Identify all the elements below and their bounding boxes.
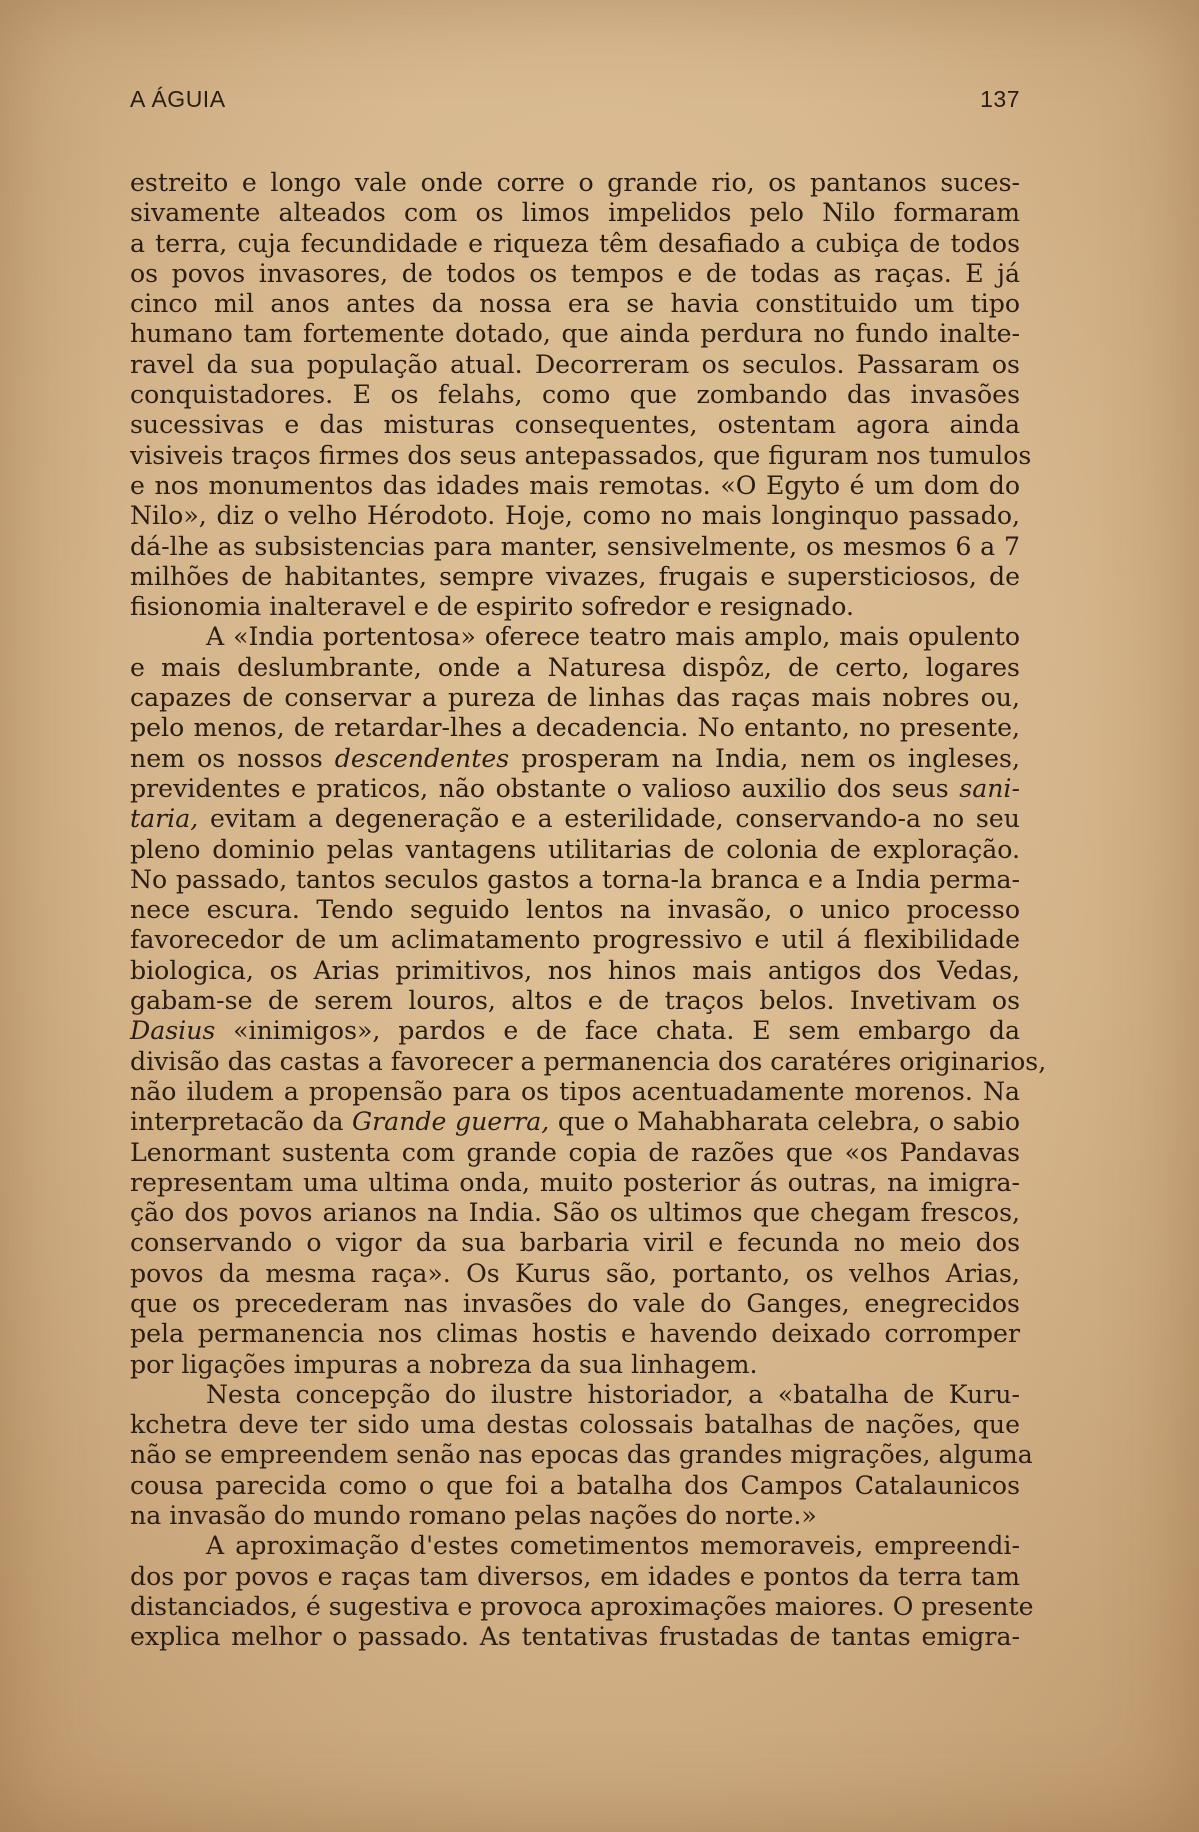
italic-term: sani- <box>959 773 1020 803</box>
text-line: pelo menos, de retardar-lhes a decadencia. No entanto, no presente, <box>130 713 1020 743</box>
text-line: A «India portentosa» oferece teatro mais amplo, mais opulento <box>206 622 1020 652</box>
text-line: cousa parecida como o que foi a batalha dos Campos Catalaunicos <box>130 1470 1020 1500</box>
text-line: os povos invasores, de todos os tempos e de todas as raças. E já <box>130 258 1020 288</box>
italic-term: taria, <box>130 804 199 834</box>
text-line: No passado, tantos seculos gastos a torna-la branca e a India perma- <box>130 864 1020 894</box>
text-line: a terra, cuja fecundidade e riqueza têm desafiado a cubiça de todos <box>130 228 1020 258</box>
text-line: não iludem a propensão para os tipos acentuadamente morenos. Na <box>130 1076 1020 1106</box>
text-line: explica melhor o passado. As tentativas frustadas de tantas emigra- <box>130 1622 1020 1652</box>
text-line: na invasão do mundo romano pelas nações do norte.» <box>130 1501 817 1531</box>
text-line: distanciados, é sugestiva e provoca aproximações maiores. O presente <box>130 1591 1034 1621</box>
text-line: divisão das castas a favorecer a permanencia dos caratéres originarios, <box>130 1046 1047 1076</box>
italic-term: Grande guerra, <box>352 1107 550 1137</box>
text-line: que os precederam nas invasões do vale do Ganges, enegrecidos <box>130 1288 1020 1318</box>
text-line: sivamente alteados com os limos impelidos pelo Nilo formaram <box>130 198 1020 228</box>
page-number: 137 <box>980 86 1020 112</box>
text-line: gabam-se de serem louros, altos e de traços belos. Invetivam os <box>130 986 1020 1016</box>
text-line: Nilo», diz o velho Hérodoto. Hoje, como no mais longinquo passado, <box>130 501 1020 531</box>
text-line: taria, evitam a degeneração e a esterilidade, conservando-a no seu <box>130 804 1020 834</box>
text-line: pleno dominio pelas vantagens utilitarias de colonia de exploração. <box>130 834 1020 864</box>
text-line: e mais deslumbrante, onde a Naturesa dispôz, de certo, logares <box>130 652 1020 682</box>
text-line: biologica, os Arias primitivos, nos hinos mais antigos dos Vedas, <box>130 955 1020 985</box>
body-text <box>130 168 1047 1653</box>
text-line: milhões de habitantes, sempre vivazes, frugais e supersticiosos, de <box>130 561 1020 591</box>
text-line: Dasius «inimigos», pardos e de face chata. E sem embargo da <box>130 1016 1020 1046</box>
text-line: cinco mil anos antes da nossa era se havia constituido um tipo <box>130 289 1020 319</box>
text-line: sucessivas e das misturas consequentes, ostentam agora ainda <box>130 410 1020 440</box>
text-line: povos da mesma raça». Os Kurus são, portanto, os velhos Arias, <box>130 1258 1020 1288</box>
text-line: A aproximação d'estes cometimentos memoraveis, empreendi- <box>206 1531 1020 1561</box>
text-line: conservando o vigor da sua barbaria viril e fecunda no meio dos <box>130 1228 1020 1258</box>
text-line: representam uma ultima onda, muito posterior ás outras, na imigra- <box>130 1167 1020 1197</box>
text-line: conquistadores. E os felahs, como que zombando das invasões <box>130 380 1020 410</box>
text-line: dá-lhe as subsistencias para manter, sensivelmente, os mesmos 6 a 7 <box>130 531 1020 561</box>
running-title: A ÁGUIA <box>130 86 226 112</box>
italic-term: Dasius <box>130 1016 216 1046</box>
italic-term: descendentes <box>334 743 510 773</box>
text-line: interpretacão da Grande guerra, que o Mahabharata celebra, o sabio <box>130 1107 1020 1137</box>
text-line: Nesta concepção do ilustre historiador, a «batalha de Kuru- <box>206 1379 1020 1409</box>
text-line: capazes de conservar a pureza de linhas das raças mais nobres ou, <box>130 683 1020 713</box>
text-line: pela permanencia nos climas hostis e havendo deixado corromper <box>130 1319 1020 1349</box>
running-head <box>130 86 1020 118</box>
text-line: ravel da sua população atual. Decorreram os seculos. Passaram os <box>130 349 1020 379</box>
text-line: estreito e longo vale onde corre o grande rio, os pantanos suces- <box>130 168 1020 197</box>
text-line: fisionomia inalteravel e de espirito sofredor e resignado. <box>130 592 855 622</box>
text-line: favorecedor de um aclimatamento progressivo e util á flexibilidade <box>130 925 1020 955</box>
text-line: nem os nossos descendentes prosperam na India, nem os ingleses, <box>130 743 1020 773</box>
text-line: previdentes e praticos, não obstante o valioso auxilio dos seus sani- <box>130 773 1020 803</box>
text-line: nece escura. Tendo seguido lentos na invasão, o unico processo <box>130 895 1020 925</box>
text-line: Lenormant sustenta com grande copia de razões que «os Pandavas <box>130 1137 1020 1167</box>
text-line: por ligações impuras a nobreza da sua linhagem. <box>130 1349 758 1379</box>
text-line: humano tam fortemente dotado, que ainda perdura no fundo inalte- <box>130 319 1020 349</box>
text-line: kchetra deve ter sido uma destas colossais batalhas de nações, que <box>130 1410 1020 1440</box>
text-line: e nos monumentos das idades mais remotas. «O Egyto é um dom do <box>130 470 1020 500</box>
text-line: não se empreendem senão nas epocas das grandes migrações, alguma <box>130 1440 1033 1470</box>
text-line: dos por povos e raças tam diversos, em idades e pontos da terra tam <box>130 1561 1020 1591</box>
text-line: ção dos povos arianos na India. São os ultimos que chegam frescos, <box>130 1198 1020 1228</box>
text-line: visiveis traços firmes dos seus antepassados, que figuram nos tumulos <box>130 440 1032 470</box>
